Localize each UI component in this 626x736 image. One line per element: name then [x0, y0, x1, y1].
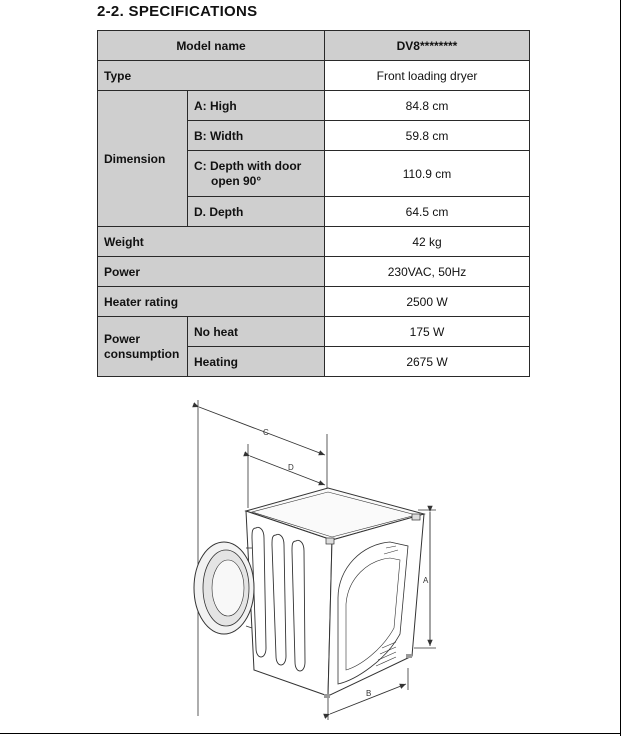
dim-d-label: D. Depth: [188, 197, 325, 227]
model-name-label: Model name: [98, 31, 325, 61]
heating-label: Heating: [188, 347, 325, 377]
label-a: A: [423, 576, 429, 585]
dim-c-label-line2: open 90°: [211, 173, 262, 188]
dim-c-value: 110.9 cm: [325, 151, 530, 197]
dryer-dimension-diagram: [186, 398, 446, 730]
specifications-table: [97, 30, 530, 377]
section-heading: 2-2. SPECIFICATIONS: [97, 3, 258, 20]
heating-value: 2675 W: [325, 347, 530, 377]
table-row-weight: [98, 227, 530, 257]
type-value: Front loading dryer: [325, 61, 530, 91]
table-row-power: [98, 257, 530, 287]
weight-value: 42 kg: [325, 227, 530, 257]
table-row-model: [98, 31, 530, 61]
open-door: [194, 542, 254, 634]
dim-c-label: [188, 151, 325, 197]
table-row-no-heat: [98, 317, 530, 347]
page-bottom-border: [0, 733, 621, 734]
type-label: Type: [98, 61, 325, 91]
dim-b-value: 59.8 cm: [325, 121, 530, 151]
power-consumption-label: [98, 317, 188, 377]
power-value: 230VAC, 50Hz: [325, 257, 530, 287]
label-b: B: [366, 689, 372, 698]
table-row-type: [98, 61, 530, 91]
dim-a-label: A: High: [188, 91, 325, 121]
table-row-heater: [98, 287, 530, 317]
label-c: C: [263, 428, 269, 437]
power-label: Power: [98, 257, 325, 287]
heater-rating-label: Heater rating: [98, 287, 325, 317]
weight-label: Weight: [98, 227, 325, 257]
power-consumption-line2: consumption: [104, 346, 180, 361]
page-right-border: [620, 0, 621, 736]
model-name-value: DV8********: [325, 31, 530, 61]
heater-rating-value: 2500 W: [325, 287, 530, 317]
no-heat-value: 175 W: [325, 317, 530, 347]
dim-c-label-line1: C: Depth with door: [194, 158, 302, 173]
dimension-label: Dimension: [98, 91, 188, 227]
dim-b-label: B: Width: [188, 121, 325, 151]
label-d: D: [288, 463, 294, 472]
power-consumption-line1: Power: [104, 331, 141, 346]
dryer-body: [246, 488, 424, 698]
no-heat-label: No heat: [188, 317, 325, 347]
dim-a-value: 84.8 cm: [325, 91, 530, 121]
table-row-dim-a: [98, 91, 530, 121]
dim-d-value: 64.5 cm: [325, 197, 530, 227]
